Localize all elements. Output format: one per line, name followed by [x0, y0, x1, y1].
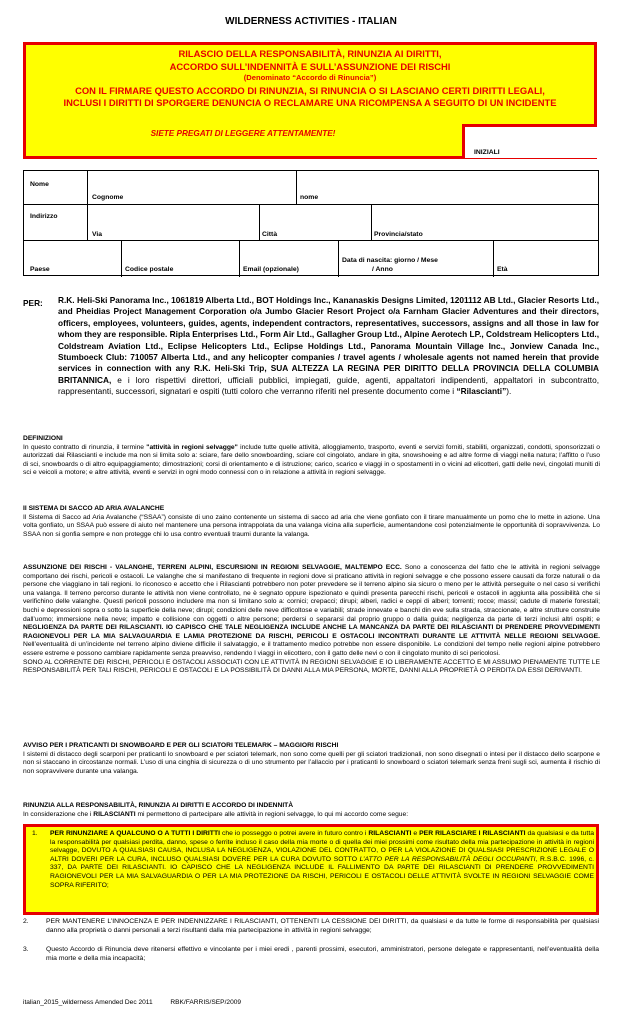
clause-2-number: 2.: [23, 918, 29, 925]
per-rest: e i loro rispettivi direttori, ufficiali pubblici, impiegati, guide, agenti, appaltatori indipendenti, appaltatori in subcontratto, rappresentanti, successori, signatari e ospiti (tutti coloro che verranno riferiti nel presente documento come i: [58, 374, 599, 397]
per-rilascianti: “Rilascianti”: [456, 386, 507, 397]
footer-left: italian_2015_wilderness Amended Dec 2011: [23, 999, 153, 1006]
clause-2-text: PER MANTENERE L’INNOCENZA E PER INDENNIZZARE I RILASCIANTI, OTTENENTI LA CESSIONE DEI DIRITTI, da qualsiasi e da tutte le forme di responsabilità per qualsiasi danno alla proprietà o danni personali a terzi risultanti dalla mia partecipazione in attività in regioni selvagge;: [46, 918, 599, 934]
participant-form: [23, 170, 599, 276]
footer-right: RBK/FARRIS/SEP/2009: [170, 999, 242, 1006]
per-label: PER:: [23, 298, 43, 308]
header-title: [26, 47, 594, 73]
section-rinuncia: [23, 802, 600, 819]
label-paese: Paese: [30, 266, 50, 273]
rinuncia-intro-a: In considerazione che i: [23, 810, 94, 818]
definizioni-text-c: include tutte quelle attività, alloggiamento, trasporto, eventi e servizi forniti, stabiliti, organizzati, condotti, sponsorizzati o autorizzati dai Rilascianti e include ma non si limita solo a: sciare, fare dello snowboarding, sciare col cingolato, andare in gita, snowshoeing e ad altre forme di viaggi nella natura; l’affitto o l’uso di sci, snowboards o di altro equipaggiamento; dimostrazioni; corsi di orientamento e di istruzione; carico, scarico e viaggi in o spostamenti in o vicini ad elicotteri, gatti delle nevi, cingolati muniti di sci e veicoli a motore; e altre attività, eventi e servizi in ogni modo connessi con o in relazione a attività in regioni selvagge.: [23, 443, 600, 477]
label-data-nascita-anno: / Anno: [372, 266, 393, 273]
section-ssaa: [23, 505, 600, 539]
section-snowboard: [23, 742, 600, 776]
label-nome: Nome: [30, 181, 49, 188]
please-read-notice: SIETE PREGATI DI LEGGERE ATTENTAMENTE!: [150, 129, 336, 138]
per-paragraph: [58, 295, 599, 398]
clause-1-number: 1.: [32, 830, 38, 837]
snowboard-text: I sistemi di distacco degli scarponi per praticanti lo snowboard e per sciatori telemark, non sono come quelli per gli sciatori tradizionali, non sono disegnati o intesi per il distacco dello scarpone e non si staccano in circostanze normali. L’uso di una cinghia di sicurezza o di uno strumento per l’allaccio per i praticanti lo snowboard o sciatori telemark senza freni sugli sci, aumenta il rischio di non sopravvivere durante una valanga.: [23, 750, 600, 775]
per-end: ).: [506, 386, 512, 397]
label-cognome: Cognome: [92, 194, 124, 201]
clause-3-number: 3.: [23, 946, 29, 953]
definizioni-heading: DEFINIZIONI: [23, 435, 63, 442]
clause-1-box: [23, 824, 599, 915]
header-title-line1: RILASCIO DELLA RESPONSABILITÀ, RINUNZIA AI DIRITTI,: [178, 48, 442, 59]
rischi-text-c: Nell’eventualità di un’incidente nel terreno alpino diviene difficile il salvataggio, e il trattamento medico potrebbe non essere disponibile. Le condizioni del tempo nelle regioni alpine potrebbero essere estreme e possono cambiare rapidamente senza preavviso, rendendo l viaggi in elicottero, con il gatto delle nevi o con il cingolato munito di sci pericolosi.: [23, 641, 600, 657]
clause-1-h: L’ATTO PER LA RESPONSABILITÀ DEGLI OCCUPANTI: [359, 855, 536, 863]
clause-1-f: da qualsiasi e da tutta la responsabilità per qualsiasi perdita, danno, spese o ferrite incluso il caso della mia morte o di quella dei miei prossimi come risultato della mia partecipazione in attività in regioni selvagge,: [50, 830, 594, 855]
header-notice-line1: CON IL FIRMARE QUESTO ACCORDO DI RINUNZIA, SI RINUNCIA O SI LASCIANO CERTI DIRITTI LEGALI,: [75, 85, 545, 96]
clause-1-a: PER RINUNZIARE A QUALCUNO O A TUTTI I DIRITTI: [50, 830, 220, 837]
rischi-heading: ASSUNZIONE DEI RISCHI - VALANGHE, TERRENI ALPINI, ESCURSIONI IN REGIONI SELVAGGIE, MALTEMPO ECC.: [23, 564, 402, 571]
label-citta: Città: [262, 231, 278, 238]
document-title: WILDERNESS ACTIVITIES - ITALIAN: [225, 16, 397, 27]
initials-label: INIZIALI: [474, 149, 500, 156]
label-indirizzo: Indirizzo: [30, 213, 58, 220]
label-email: Email (opzionale): [243, 266, 299, 273]
header-box: [23, 42, 597, 159]
header-title-line2: ACCORDO SULL’INDENNITÀ E SULL’ASSUNZIONE DEI RISCHI: [169, 61, 451, 72]
rinuncia-intro-c: mi permettono di partecipare alle attività in regioni selvagge, lo qui mi accordo come segue:: [135, 810, 409, 818]
label-data-nascita: Data di nascita: giorno / Mese: [342, 257, 438, 264]
rinuncia-intro-b: RILASCIANTI: [93, 810, 136, 818]
label-provincia: Provincia/stato: [374, 231, 423, 238]
initials-field[interactable]: [462, 124, 597, 158]
label-eta: Età: [497, 266, 508, 273]
clause-1-i: , R.S.B.C. 1996, c. 337, DA PARTE DEI RILASCIANTI. IO CAPISCO CHE LA NEGLIGENZA INCLUDE IL FALLIMENTO DA PARTE DEI RILASCIANTI DI PRENDERE PROVVEDIMENTI RAGIONEVOLI PER LA MIA SALVAGUARDIA O PER LA MIA PROTEZIONE DA RISCHI, PERICOLI E OSTACOLI DELLE ATTIVITÀ SVOLTE IN REGIONI SELVAGGIE COME SOPRA RIFERITO;: [50, 855, 595, 889]
clause-1-g: DOVUTO A QUALSIASI CAUSA, INCLUSA LA NEGLIGENZA, VIOLAZIONE DEL CONTRATTO, O PER LA VIOLAZIONE DI QUALSIASI PRESCRIZIONE LEGALE O ALTRI DOVERI PER LA CURA, INCLUSO QUALSIASI DOVERE PER LA CURA DOVUTO SOTTO: [50, 847, 594, 863]
section-rischi: [23, 564, 600, 676]
section-definizioni: [23, 435, 600, 478]
header-notice: [26, 85, 594, 109]
rischi-text-d: SONO AL CORRENTE DEI RISCHI, PERICOLI E OSTACOLI ASSOCIATI CON LE ATTIVITÀ IN REGIONI SELVAGGIE E IO LIBERAMENTE ACCETTO E MI ASSUMO PIENAMENTE TUTTE LE RESPONSABILITÀ PER TALI RISCHI, PERICOLI E OSTACOLI E LA POSSIBILITÀ DI DANNI ALLA MIA PERSONA, MORTE, DANNI ALLA PROPRIETÀ O PERDITA DA ESSI DERIVANTI.: [23, 658, 600, 675]
address-field[interactable]: [88, 205, 583, 240]
clause-1-d: e: [411, 830, 420, 837]
snowboard-heading: AVVISO PER I PRATICANTI DI SNOWBOARD E PER GLI SCIATORI TELEMARK – MAGGIORI RISCHI: [23, 742, 339, 749]
rinuncia-heading: RINUNZIA ALLA RESPONSABILITÀ, RINUNZIA AI DIRITTI E ACCORDO DI INDENNITÀ: [23, 802, 294, 809]
label-codice-postale: Codice postale: [125, 266, 174, 273]
clause-1-e: PER RILASCIARE I RILASCIANTI: [419, 830, 526, 837]
label-nome-small: nome: [300, 194, 319, 201]
ssaa-heading: Il SISTEMA DI SACCO AD ARIA AVALANCHE: [23, 505, 165, 512]
header-subtitle: (Denominato “Accordo di Rinuncia”): [243, 73, 377, 82]
rischi-text-a: Sono a conoscenza del fatto che le attività in regioni selvagge comportano dei rischi, pericoli e ostacoli. Le valanghe che si manifestano di frequente in regioni dove si praticano attività in regioni selvagge e che possono essere causati da forze naturali o da persone che viaggiano in tali regioni. Io riconosco e accetto che i Rilascianti potrebbero non poter prevedere se il terreno alpino sia sicuro o meno per le attività perseguite o nel caso si verifichi una valanga. Il terreno percorso durante le attività non viene controllato, ne è segnato oppure ispezionato e quindi presenta parecchi rischi, pericoli e ostacoli in aggiunta alla possibilità che si verifichino delle valanghe. Questi pericoli possono includere ma non si limitano solo a: cornici; crepacci; dirupi; alberi, radici e ceppi di alberi; torrenti; rocce; massi; cadute di materie forestali; buchi e depressioni sopra o sotto la superficie della neve; dirupi; condizioni delle neve difficoltose e variabili; strade innevate e banchi din eve sulla strada, straccionate, e altre strutture construite dall’uomo; immersione nella neve; impatto e collisione con oggetti o altre persone; perdersi o separarsi dal proprio gruppo o dalla guida; negligenza da parte di terzi inclusi altri ospiti; e: [23, 564, 600, 623]
clause-1-b: che io posseggo o potrei avere in futuro contro i: [220, 830, 369, 837]
definizioni-term: "attività in regioni selvagge": [146, 443, 238, 451]
footer: [23, 999, 241, 1006]
name-field[interactable]: [88, 171, 583, 204]
rischi-negligenza: NEGLIGENZA DA PARTE DEI RILASCIANTI. IO CAPISCO CHE TALE NEGLIGENZA INCLUDE ANCHE LA MANCANZA DA PARTE DEI RILASCIANTI DI PRENDERE PROVVEDIMENTI RAGIONEVOLI PER LA MIA SALVAGUARDIA E LAMIA PROTEZIONE DA RISCHI, PERICOLI E OSTACOLI INCONTRATI DURANTE LE ATTIVITÀ NELLE REGIONI SELVAGGE.: [23, 624, 600, 640]
clause-3-text: Questo Accordo di Rinuncia deve ritenersi effettivo e vincolante per i miei eredi , parenti prossimi, esecutori, amministratori, persone delegate e rappresentanti, nell’eventualità della mia morte e della mia incapacità;: [46, 946, 599, 962]
clause-1-c: RILASCIANTI: [368, 830, 412, 837]
label-via: Via: [92, 231, 103, 238]
clause-1-text: [50, 830, 594, 890]
per-parties: R.K. Heli-Ski Panorama Inc., 1061819 Alberta Ltd., BOT Holdings Inc., Kananaskis Designs Limited, 1201112 AB Ltd., Glacier Resorts Ltd., and Pheidias Project Management Corporation o/a Jumbo Glacier Resort Project o/a Farnham Glacier Adventures and their directors, officers, employees, volunteers, guides, agents, independent contractors, representatives, successors, assigns and all those in law for whom they are responsible. Ripla Enterprises Ltd., Form Air Ltd., Gallagher Group Ltd., Alpine Aerotech LP., Coldstream Helicopters Ltd., Coldstream Aviation Ltd., Eclipse Helicopters Ltd., Eclipse Holdings Ltd., Panorama Mountain Village Inc., Jonview Canada Inc., Stumboeck Club: 710057 Alberta Ltd., and any helicopter companies / travel agents / wholesale agents not named herein that provide services in connection with any R.K. Heli-Ski Trip, SUA ALTEZZA LA REGINA PER DIRITTO DELLA PROVINCIA DELLA COLUMBIA BRITANNICA,: [58, 295, 599, 385]
ssaa-text: Il Sistema di Sacco ad Aria Avalanche (“SSAA”) consiste di uno zaino contenente un sistema di sacco ad aria che viene gonfiato con il tirare manualmente un pomo che lo mette in azione. Una volta gonfiato, un SSAA può essere di aiuto nel mantenere una persona intrappolata da una valanga vicina alla superficie, aumentandone così potenzialmente le opportunità di sopravvivenza. Lo SSAA non si gonfia sempre e non protegge chi lo usa contro eventuali traumi durante la valanga.: [23, 513, 600, 538]
definizioni-text-a: In questo contratto di rinunzia, il termine: [23, 443, 147, 451]
header-notice-line2: INCLUSI I DIRITTI DI SPORGERE DENUNCIA O RECLAMARE UNA RICOMPENSA A SEGUITO DI UN INCIDENTE: [63, 97, 557, 108]
